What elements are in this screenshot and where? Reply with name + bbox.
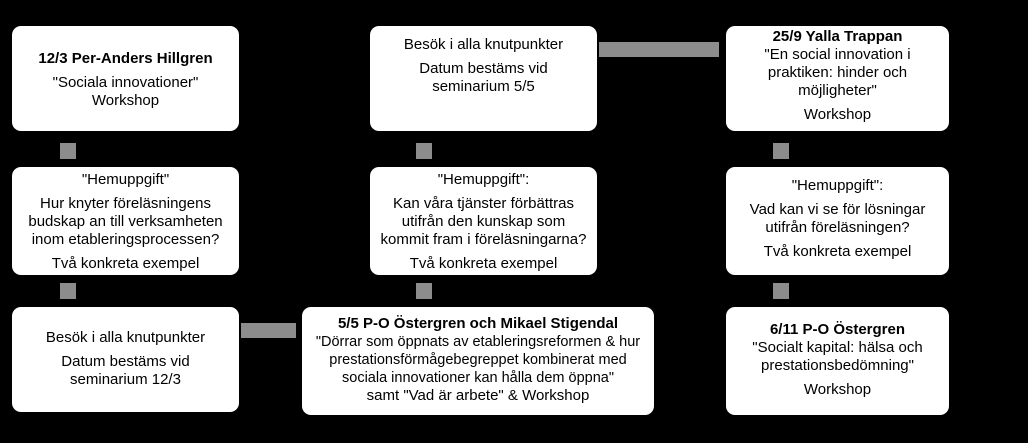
event-subtitle: "Sociala innovationer" [52, 74, 199, 91]
event-subtitle: "Socialt kapital: hälsa och prestationsbedömning" [752, 339, 923, 374]
homework-question: Kan våra tjänster förbättras utifrån den kunskap som kommit fram i föreläsningarna? [380, 195, 587, 248]
event-title: 5/5 P-O Östergren och Mikael Stigendal [337, 315, 619, 332]
event-note: samt "Vad är arbete" & Workshop [366, 387, 590, 404]
homework-heading: "Hemuppgift": [791, 177, 884, 194]
event-type: Workshop [803, 381, 872, 398]
visit-line1: Besök i alla knutpunkter [403, 36, 564, 53]
connector-col2-mid-top [416, 143, 432, 159]
connector-col3-top-mid [773, 143, 789, 159]
visit-box-col1 [12, 307, 239, 412]
homework-box-col3 [726, 167, 949, 275]
connector-col1-to-col2 [241, 323, 296, 338]
event-box-hillgren [12, 26, 239, 131]
connector-col1-top-mid [60, 143, 76, 159]
connector-col2-to-col3 [599, 42, 719, 57]
event-type: Workshop [803, 106, 872, 123]
connector-col1-mid-bottom [60, 283, 76, 299]
homework-note: Två konkreta exempel [51, 255, 200, 272]
visit-line2: Datum bestäms vid seminarium 12/3 [61, 353, 190, 388]
event-subtitle: "En social innovation i praktiken: hinder och möjligheter" [764, 46, 911, 99]
event-title: 25/9 Yalla Trappan [772, 28, 903, 45]
event-subtitle: "Dörrar som öppnats av etableringsreformen & hur prestationsförmågebegreppet kombinerat med sociala innovationer kan hålla dem öppna" [315, 334, 641, 386]
event-type: Workshop [91, 92, 160, 109]
connector-col2-bottom-mid [416, 283, 432, 299]
homework-question: Vad kan vi se för lösningar utifrån föreläsningen? [749, 201, 926, 236]
visit-line2: Datum bestäms vid seminarium 5/5 [419, 60, 548, 95]
homework-note: Två konkreta exempel [409, 255, 558, 272]
homework-note: Två konkreta exempel [763, 243, 912, 260]
homework-question: Hur knyter föreläsningens budskap an till verksamheten inom etableringsprocessen? [28, 195, 223, 248]
event-box-yalla-trappan [726, 26, 949, 131]
homework-heading: "Hemuppgift": [437, 171, 530, 188]
event-box-ostergren-nov [726, 307, 949, 415]
visit-line1: Besök i alla knutpunkter [45, 329, 206, 346]
homework-box-col2 [370, 167, 597, 275]
event-title: 12/3 Per-Anders Hillgren [38, 50, 213, 67]
connector-col3-mid-bottom [773, 283, 789, 299]
event-title: 6/11 P-O Östergren [769, 321, 906, 338]
visit-box-col2 [370, 26, 597, 131]
homework-heading: "Hemuppgift" [81, 171, 170, 188]
event-box-ostergren-stigendal [302, 307, 654, 415]
homework-box-col1 [12, 167, 239, 275]
